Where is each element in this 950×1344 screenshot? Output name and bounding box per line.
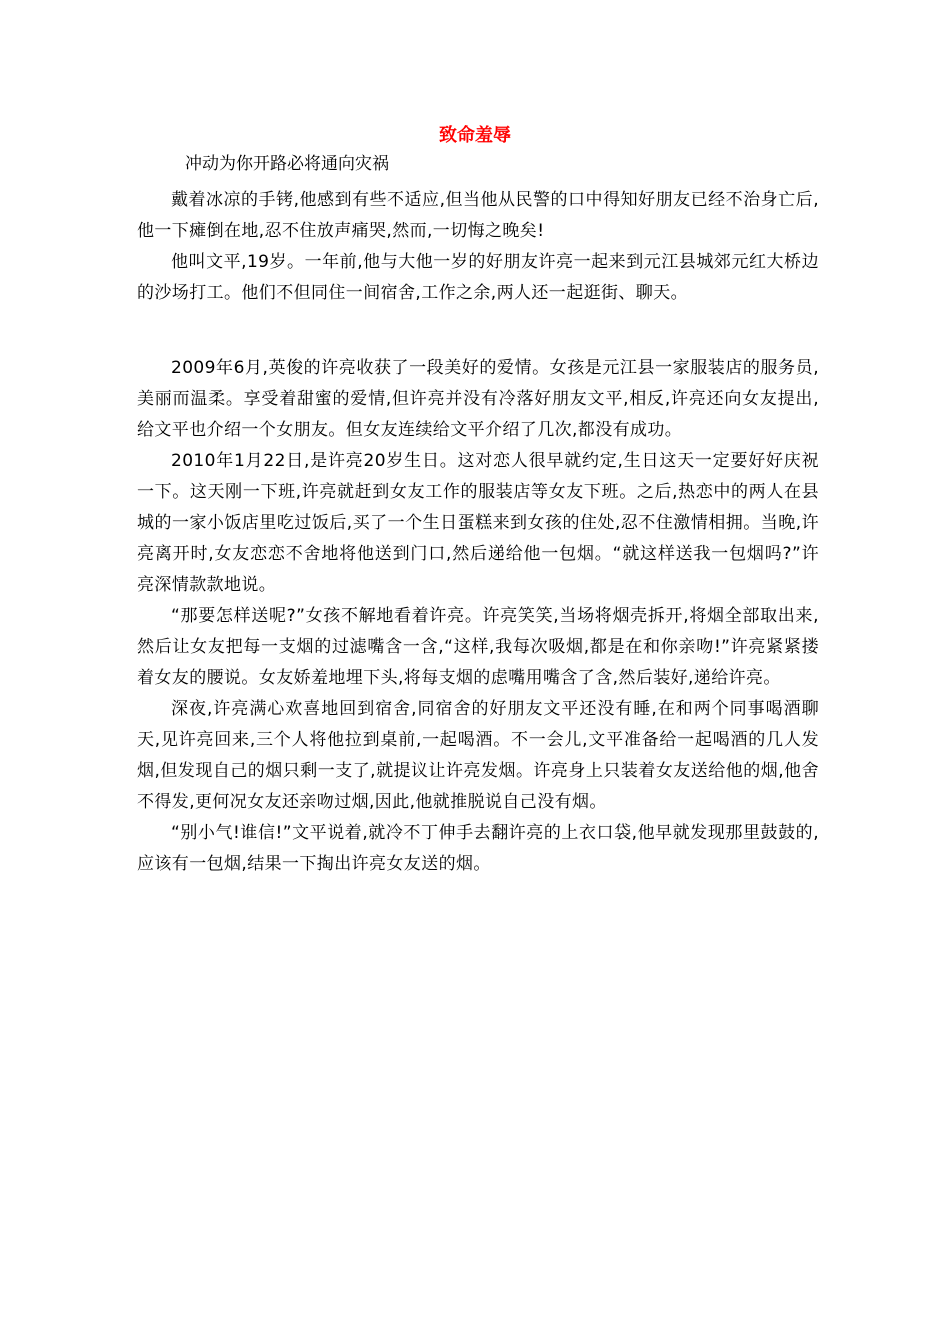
paragraph-1: 戴着冰凉的手铐,他感到有些不适应,但当他从民警的口中得知好朋友已经不治身亡后,他一下瘫倒在地,忍不住放声痛哭,然而,一切悔之晚矣! [137,190,819,241]
paragraph-7: “别小气!谁信!”文平说着,就冷不丁伸手去翻许亮的上衣口袋,他早就发现那里鼓鼓的,应该有一包烟,结果一下掏出许亮女友送的烟。 [137,823,819,874]
paragraph-2: 他叫文平,19岁。一年前,他与大他一岁的好朋友许亮一起来到元江县城郊元红大桥边的沙场打工。他们不但同住一间宿舍,工作之余,两人还一起逛街、聊天。 [137,252,819,303]
document-subtitle: 冲动为你开路必将通向灾祸 [185,154,389,174]
paragraph-5: “那要怎样送呢?”女孩不解地看着许亮。许亮笑笑,当场将烟壳拆开,将烟全部取出来,然后让女友把每一支烟的过滤嘴含一含,“这样,我每次吸烟,都是在和你亲吻!”许亮紧紧搂着女友的腰说。女友娇羞地埋下头,将每支烟的虑嘴用嘴含了含,然后装好,递给许亮。 [137,606,819,688]
document-body [137,185,819,880]
paragraph-4: 2010年1月22日,是许亮20岁生日。这对恋人很早就约定,生日这天一定要好好庆祝一下。这天刚一下班,许亮就赶到女友工作的服装店等女友下班。之后,热恋中的两人在县城的一家小饭店里吃过饭后,买了一个生日蛋糕来到女孩的住处,忍不住激情相拥。当晚,许亮离开时,女友恋恋不舍地将他送到门口,然后递给他一包烟。“就这样送我一包烟吗?”许亮深情款款地说。 [137,451,819,595]
document-title: 致命羞辱 [439,125,511,146]
paragraph-3: 2009年6月,英俊的许亮收获了一段美好的爱情。女孩是元江县一家服装店的服务员,美丽而温柔。享受着甜蜜的爱情,但许亮并没有冷落好朋友文平,相反,许亮还向女友提出,给文平也介绍一个女朋友。但女友连续给文平介绍了几次,都没有成功。 [137,358,819,440]
paragraph-spacer [137,309,819,353]
paragraph-6: 深夜,许亮满心欢喜地回到宿舍,同宿舍的好朋友文平还没有睡,在和两个同事喝酒聊天,见许亮回来,三个人将他拉到桌前,一起喝酒。不一会儿,文平准备给一起喝酒的几人发烟,但发现自己的烟只剩一支了,就提议让许亮发烟。许亮身上只装着女友送给他的烟,他舍不得发,更何况女友还亲吻过烟,因此,他就推脱说自己没有烟。 [137,699,819,812]
